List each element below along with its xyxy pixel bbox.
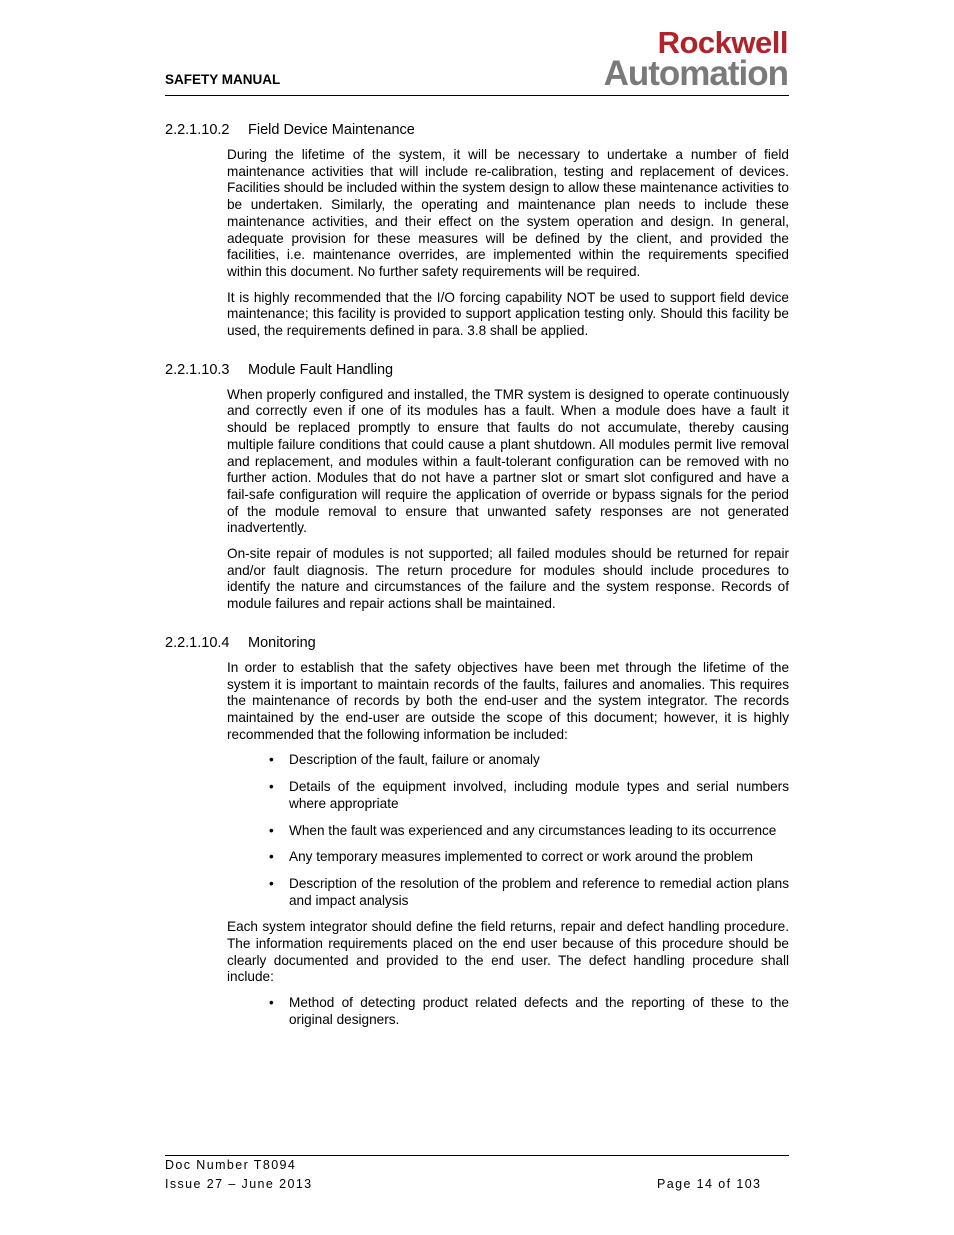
- bullet-list: [227, 752, 789, 909]
- rockwell-automation-logo: [604, 27, 788, 91]
- section-monitoring: [165, 635, 789, 1029]
- section-heading: [165, 635, 789, 651]
- bullet-icon: •: [269, 849, 274, 865]
- list-item: • When the fault was experienced and any circumstances leading to its occurrence: [269, 822, 777, 838]
- section-number: 2.2.1.10.4: [165, 634, 230, 651]
- list-item: • Description of the resolution of the problem and reference to remedial action plans and impact analysis: [269, 875, 789, 908]
- bullet-icon: •: [269, 875, 274, 891]
- paragraph: During the lifetime of the system, it will be necessary to undertake a number of field maintenance activities that will include re-calibration, testing and replacement of devices. Facilities should be included within the system design to allow these maintenance activities to be undertaken. Similarly, the operating and maintenance plan needs to include these maintenance activities, and their effect on the system operation and design. In general, adequate provision for these measures will be defined by the client, and provided the facilities, i.e. maintenance overrides, are implemented within the requirements specified within this document. No further safety requirements will be required.: [227, 147, 789, 279]
- bullet-list: [227, 995, 789, 1028]
- section-heading: [165, 362, 789, 378]
- paragraph: In order to establish that the safety objectives have been met through the lifetime of the system it is important to maintain records of the faults, failures and anomalies. This requires the maintenance of records by both the end-user and the system integrator. The records maintained by the end-user are outside the scope of this document; however, it is highly recommended that the following information be included:: [227, 659, 789, 742]
- list-item: • Method of detecting product related defects and the reporting of these to the original designers.: [269, 995, 789, 1027]
- bullet-icon: •: [269, 779, 274, 795]
- section-module-fault-handling: [165, 362, 789, 613]
- bullet-icon: •: [269, 995, 274, 1011]
- section-title: Monitoring: [248, 634, 316, 651]
- list-item: • Any temporary measures implemented to correct or work around the problem: [269, 849, 753, 865]
- paragraph: It is highly recommended that the I/O forcing capability NOT be used to support field device maintenance; this facility is provided to support application testing only. Should this facility be used, the requirements defined in para. 3.8 shall be applied.: [227, 289, 789, 339]
- list-item: • Description of the fault, failure or anomaly: [269, 752, 540, 768]
- section-title: Module Fault Handling: [248, 361, 394, 378]
- bullet-icon: •: [269, 822, 274, 838]
- paragraph: On-site repair of modules is not supported; all failed modules should be returned for repair and/or fault diagnosis. The return procedure for modules should include procedures to identify the nature and circumstances of the failure and the system response. Records of module failures and repair actions shall be maintained.: [227, 546, 789, 612]
- page-content: [165, 122, 789, 1051]
- paragraph: Each system integrator should define the field returns, repair and defect handling procedure. The information requirements placed on the end user because of this procedure should be clearly documented and provided to the end user. The defect handling procedure shall include:: [227, 919, 789, 985]
- footer-doc-number: Doc Number T8094: [165, 1158, 297, 1172]
- footer-divider: [165, 1155, 789, 1156]
- list-item: • Details of the equipment involved, including module types and serial numbers where appropriate: [269, 779, 789, 811]
- section-title: Field Device Maintenance: [248, 122, 415, 138]
- logo-line-2: Automation: [603, 54, 788, 93]
- footer-issue: Issue 27 – June 2013: [165, 1177, 313, 1191]
- document-header-title: SAFETY MANUAL: [165, 72, 281, 87]
- section-heading: [165, 122, 789, 138]
- paragraph: When properly configured and installed, the TMR system is designed to operate continuously and correctly even if one of its modules has a fault. When a module does have a fault it should be replaced promptly to ensure that faults do not accumulate, thereby causing multiple failure conditions that could cause a plant shutdown. All modules permit live removal and replacement, and modules within a fault-tolerant configuration can be removed with no further action. Modules that do not have a partner slot or smart slot configured and have a fail-safe configuration will require the application of override or bypass signals for the period of the module removal to ensure that unwanted safety responses are not generated inadvertently.: [227, 386, 789, 536]
- section-number: 2.2.1.10.3: [165, 361, 230, 378]
- header-divider: [165, 95, 789, 96]
- section-number: 2.2.1.10.2: [165, 122, 230, 138]
- footer-page-number: Page 14 of 103: [657, 1177, 762, 1191]
- logo-line-1: Rockwell: [657, 25, 788, 60]
- bullet-icon: •: [269, 752, 274, 768]
- section-field-device-maintenance: [165, 122, 789, 340]
